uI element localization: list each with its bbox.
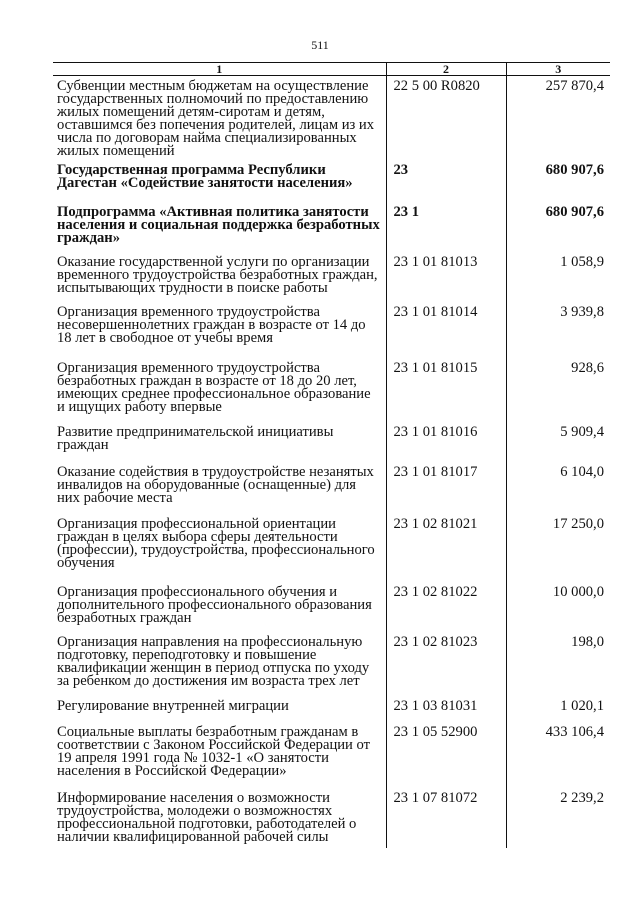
row-name: Организация временного трудоустройства несовершеннолетних граждан в возрасте от 14 до 18 лет в свободное от учебы время [57,303,366,346]
row-amount: 17 250,0 [506,514,610,582]
row-code: 23 1 07 81072 [386,788,506,848]
row-amount: 198,0 [506,632,610,696]
row-name: Оказание содействия в трудоустройстве незанятых инвалидов на оборудованные (оснащенные) для них рабочие места [57,463,374,506]
row-name: Подпрограмма «Активная политика занятости населения и социальная поддержка безработных граждан» [57,203,380,246]
row-amount: 680 907,6 [506,202,610,252]
row-code: 23 1 01 81017 [386,462,506,514]
row-name: Организация профессиональной ориентации граждан в целях выбора сферы деятельности (профессии), трудоустройства, профессионального обучения [57,515,375,571]
column-header-code: 2 [386,63,506,76]
row-name: Организация направления на профессиональную подготовку, переподготовку и повышение квалификации женщин в период отпуска по уходу за ребенком до достижения им возраста трех лет [57,633,370,689]
table-row [53,76,610,160]
row-code: 23 1 02 81023 [386,632,506,696]
budget-table [53,62,610,848]
row-code: 23 1 02 81022 [386,582,506,632]
row-amount: 5 909,4 [506,422,610,462]
table-row [53,252,610,302]
row-code: 22 5 00 R0820 [386,76,506,160]
row-code: 23 1 01 81014 [386,302,506,358]
table-row [53,358,610,422]
row-code: 23 1 [386,202,506,252]
table-row [53,302,610,358]
table-header-row [53,63,610,76]
row-name: Развитие предпринимательской инициативы граждан [57,423,334,453]
row-name: Социальные выплаты безработным гражданам в соответствии с Законом Российской Федерации от 19 апреля 1991 года № 1032-1 «О занятости населения в Российской Федерации» [57,723,371,779]
table-row [53,582,610,632]
row-amount: 928,6 [506,358,610,422]
row-code: 23 [386,160,506,202]
table-row [53,696,610,722]
row-code: 23 1 03 81031 [386,696,506,722]
table-row [53,160,610,202]
row-amount: 2 239,2 [506,788,610,848]
row-name: Государственная программа Республики Дагестан «Содействие занятости населения» [57,161,353,191]
table-row [53,422,610,462]
table-row [53,462,610,514]
row-name: Оказание государственной услуги по организации временного трудоустройства безработных граждан, испытывающих трудности в поиске работы [57,253,378,296]
row-code: 23 1 01 81013 [386,252,506,302]
page-number: 511 [311,38,329,52]
column-header-name: 1 [53,63,386,76]
table-row [53,788,610,848]
table-row [53,202,610,252]
row-name: Организация профессионального обучения и дополнительного профессионального образования безработных граждан [57,583,372,626]
row-name: Регулирование внутренней миграции [57,697,289,714]
row-name: Организация временного трудоустройства безработных граждан в возрасте от 18 до 20 лет, имеющих среднее профессиональное образование и ищущих работу впервые [57,359,371,415]
row-name: Субвенции местным бюджетам на осуществление государственных полномочий по предоставлению жилых помещений детям-сиротам и детям, оставшимся без попечения родителей, лицам из их числа по договорам найма специализированных жилых помещений [57,78,375,159]
row-amount: 433 106,4 [506,722,610,788]
column-header-amount: 3 [506,63,610,76]
table-row [53,722,610,788]
row-amount: 3 939,8 [506,302,610,358]
row-amount: 10 000,0 [506,582,610,632]
table-body [53,76,610,848]
table-row [53,514,610,582]
row-amount: 1 020,1 [506,696,610,722]
row-amount: 1 058,9 [506,252,610,302]
row-amount: 257 870,4 [506,76,610,160]
table-row [53,632,610,696]
row-code: 23 1 05 52900 [386,722,506,788]
row-amount: 680 907,6 [506,160,610,202]
row-code: 23 1 01 81016 [386,422,506,462]
row-code: 23 1 02 81021 [386,514,506,582]
row-name: Информирование населения о возможности трудоустройства, молодежи о возможностях профессиональной подготовки, работодателей о наличии квалифицированной рабочей силы [57,789,357,845]
row-code: 23 1 01 81015 [386,358,506,422]
row-amount: 6 104,0 [506,462,610,514]
